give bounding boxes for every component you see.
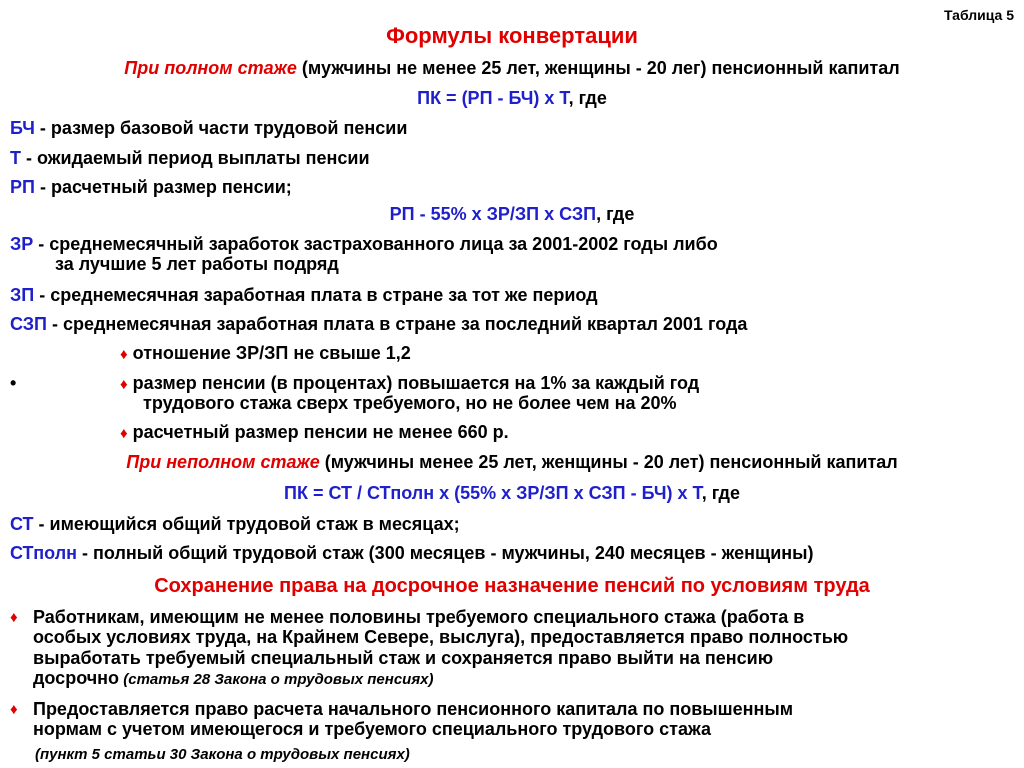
pk-formula-where: , где [568, 88, 607, 108]
condition-1 [120, 342, 411, 366]
def-text: - расчетный размер пенсии; [34, 177, 292, 197]
def-bch [10, 117, 407, 139]
condition-text: расчетный размер пенсии не менее 660 р. [132, 422, 509, 442]
def-zr [10, 233, 718, 255]
def-text: - среднемесячная заработная плата в стране за тот же период [34, 285, 598, 305]
page-title: Формулы конвертации [386, 23, 638, 48]
def-text: - ожидаемый период выплаты пенсии [21, 148, 370, 168]
full-stage-rest: (мужчины не менее 25 лет, женщины - 20 лег) пенсионный капитал [296, 58, 900, 78]
law-reference: (статья 28 Закона о трудовых пенсиях) [119, 671, 434, 688]
rp-formula-line [0, 203, 1024, 225]
def-text: - имеющийся общий трудовой стаж в месяцах; [33, 514, 460, 534]
diamond-bullet-icon: ♦ [10, 701, 18, 718]
def-abbr: РП [10, 177, 35, 197]
condition-2-cont: трудового стажа сверх требуемого, но не более чем на 20% [143, 393, 677, 413]
rp-formula-where: , где [596, 204, 635, 224]
diamond-bullet-icon: ♦ [120, 346, 128, 363]
partial-stage-rest: (мужчины менее 25 лет, женщины - 20 лет) пенсионный капитал [319, 452, 898, 472]
def-abbr: ЗП [10, 285, 35, 305]
def-zr-cont: за лучшие 5 лет работы подряд [55, 254, 339, 274]
condition-3 [120, 421, 509, 445]
def-abbr: БЧ [10, 118, 35, 138]
def-text: - среднемесячная заработная плата в стране за последний квартал 2001 года [46, 314, 748, 334]
pk-partial-formula-line [0, 482, 1024, 504]
def-abbr: Т [10, 148, 21, 168]
para2-line-2: нормам с учетом имеющегося и требуемого специального трудового стажа [33, 719, 711, 739]
def-text: - среднемесячный заработок застрахованного лица за 2001-2002 годы либо [33, 234, 718, 254]
pk-partial-where: , где [701, 483, 740, 503]
para1-line-2: особых условиях труда, на Крайнем Севере, выслуга), предоставляется право полностью [33, 627, 849, 647]
diamond-bullet-icon: ♦ [120, 425, 128, 442]
def-stpoln [10, 542, 814, 564]
def-t [10, 147, 370, 169]
table-label: Таблица 5 [943, 7, 1014, 23]
pk-formula: ПК = (РП - БЧ) х Т [417, 88, 569, 108]
para1-line-4 [33, 667, 434, 691]
section-heading: Сохранение права на досрочное назначение пенсий по условиям труда [154, 575, 870, 597]
condition-text: размер пенсии (в процентах) повышается на 1% за каждый год [132, 373, 700, 393]
def-st [10, 513, 460, 535]
para1-line-3: выработать требуемый специальный стаж и сохраняется право выйти на пенсию [33, 648, 774, 668]
def-text: - размер базовой части трудовой пенсии [34, 118, 408, 138]
diamond-bullet-icon: ♦ [120, 376, 128, 393]
condition-text: отношение ЗР/ЗП не свыше 1,2 [132, 343, 411, 363]
pk-formula-line [0, 87, 1024, 109]
para2-line-1: Предоставляется право расчета начального пенсионного капитала по повышенным [33, 699, 794, 719]
def-abbr: СТполн [10, 543, 78, 563]
def-rp [10, 176, 292, 198]
partial-stage-term: При неполном стаже [126, 452, 320, 472]
def-abbr: СЗП [10, 314, 47, 334]
law-reference: (пункт 5 статьи 30 Закона о трудовых пенсиях) [35, 746, 410, 763]
def-szp [10, 313, 747, 335]
full-stage-term: При полном стаже [124, 58, 297, 78]
def-abbr: ЗР [10, 234, 34, 254]
para1-last: досрочно [33, 668, 120, 688]
def-zp [10, 284, 598, 306]
pk-partial-formula: ПК = СТ / СТполн х (55% х ЗР/ЗП х СЗП - БЧ) х Т [284, 483, 702, 503]
para1-line-1: Работникам, имеющим не менее половины требуемого специального стажа (работа в [33, 607, 805, 627]
diamond-bullet-icon: ♦ [10, 609, 18, 626]
def-abbr: СТ [10, 514, 34, 534]
def-text: - полный общий трудовой стаж (300 месяцев - мужчины, 240 месяцев - женщины) [77, 543, 814, 563]
rp-formula: РП - 55% х ЗР/ЗП х СЗП [389, 204, 597, 224]
partial-stage-line [0, 451, 1024, 473]
full-stage-line [0, 57, 1024, 79]
bullet-icon: • [10, 373, 17, 393]
